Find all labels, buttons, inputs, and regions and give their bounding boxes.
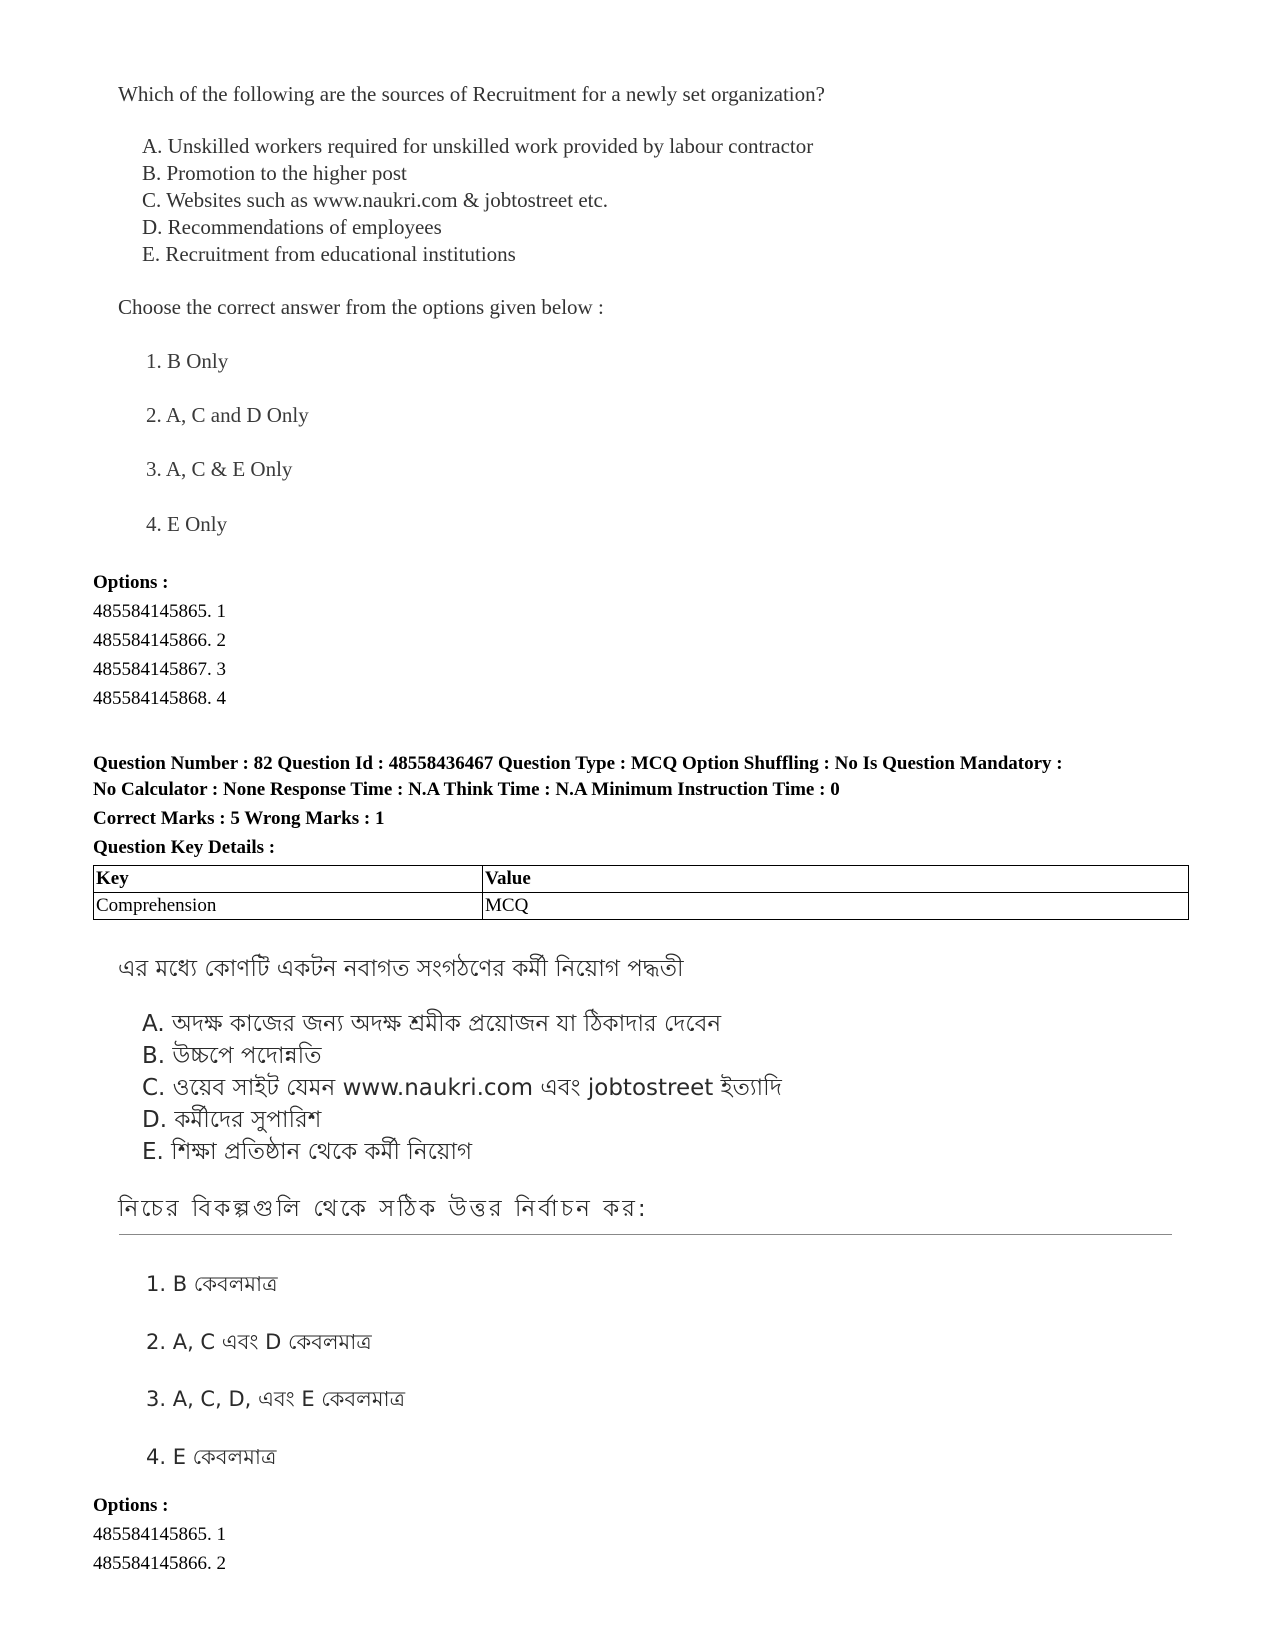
instruction-text: Choose the correct answer from the options given below :	[118, 295, 604, 319]
statement-e: E. Recruitment from educational institutions	[142, 242, 516, 266]
bn-question-text: এর মধ্যে কোণটি একটন নবাগত সংগঠণের কর্মী নিয়োগ পদ্ধতী	[118, 956, 684, 982]
cell-key: Comprehension	[94, 893, 483, 920]
options-label: Options :	[93, 572, 169, 593]
bn-choice-3: 3. A, C, D, এবং E কেবলমাত্র	[146, 1387, 406, 1411]
question-text: Which of the following are the sources of Recruitment for a newly set organization?	[118, 82, 825, 106]
header-key: Key	[94, 866, 483, 893]
question-header-line2: No Calculator : None Response Time : N.A Think Time : N.A Minimum Instruction Time : 0	[93, 779, 840, 800]
statement-d: D. Recommendations of employees	[142, 215, 442, 239]
bn-option-id-2: 485584145866. 2	[93, 1553, 226, 1574]
choice-4: 4. E Only	[146, 512, 228, 536]
statement-c: C. Websites such as www.naukri.com & jobtostreet etc.	[142, 188, 609, 212]
key-details-label: Question Key Details :	[93, 837, 276, 858]
option-id-4: 485584145868. 4	[93, 688, 226, 709]
marks-line: Correct Marks : 5 Wrong Marks : 1	[93, 808, 385, 829]
question-header-line1: Question Number : 82 Question Id : 48558436467 Question Type : MCQ Option Shuffling : No Is Question Mandatory :	[93, 753, 1063, 774]
table-header-row	[94, 866, 1189, 893]
bn-choice-1: 1. B কেবলমাত্র	[146, 1272, 278, 1296]
option-id-1: 485584145865. 1	[93, 601, 226, 622]
bn-instruction-text: নিচের বিকল্পগুলি থেকে সঠিক উত্তর নির্বাচন কর:	[118, 1196, 649, 1222]
divider-line	[119, 1234, 1172, 1235]
bn-statement-a: A. অদক্ষ কাজের জন্য অদক্ষ শ্রমীক প্রয়োজন যা ঠিকাদার দেবেন	[142, 1011, 722, 1037]
bn-statement-e: E. শিক্ষা প্রতিষ্ঠান থেকে কর্মী নিয়োগ	[142, 1139, 473, 1165]
choice-2: 2. A, C and D Only	[146, 403, 309, 427]
key-details-table	[93, 865, 1189, 920]
statement-a: A. Unskilled workers required for unskilled work provided by labour contractor	[142, 134, 814, 158]
bn-option-id-1: 485584145865. 1	[93, 1524, 226, 1545]
bn-options-label: Options :	[93, 1495, 169, 1516]
bn-choice-2: 2. A, C এবং D কেবলমাত্র	[146, 1330, 372, 1354]
bn-choice-4: 4. E কেবলমাত্র	[146, 1445, 277, 1469]
bn-statement-d: D. কর্মীদের সুপারিশ	[142, 1107, 322, 1133]
table-row	[94, 893, 1189, 920]
choice-1: 1. B Only	[146, 349, 229, 373]
header-value: Value	[483, 866, 1189, 893]
choice-3: 3. A, C & E Only	[146, 457, 293, 481]
option-id-2: 485584145866. 2	[93, 630, 226, 651]
bn-statement-c: C. ওয়েব সাইট যেমন www.naukri.com এবং jobtostreet ইত্যাদি	[142, 1075, 782, 1101]
cell-value: MCQ	[483, 893, 1189, 920]
statement-b: B. Promotion to the higher post	[142, 161, 407, 185]
bn-statement-b: B. উচ্চপে পদোন্নতি	[142, 1043, 322, 1069]
option-id-3: 485584145867. 3	[93, 659, 226, 680]
